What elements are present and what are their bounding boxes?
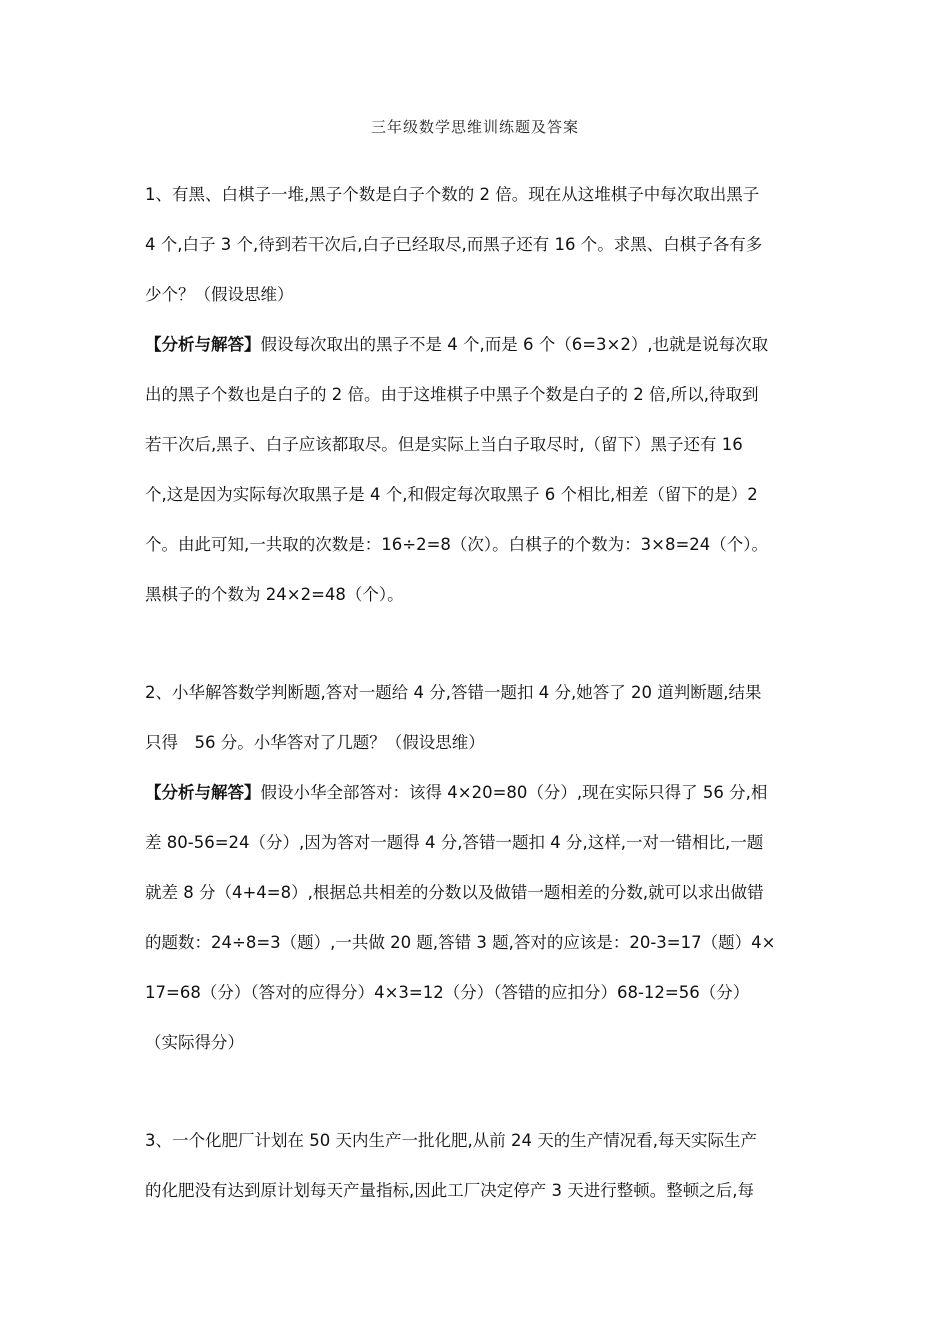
problem-1 bbox=[145, 170, 807, 620]
question-line: 1、有黑、白棋子一堆,黑子个数是白子个数的 2 倍。现在从这堆棋子中每次取出黑子 bbox=[145, 185, 760, 204]
problem-2 bbox=[145, 668, 807, 1068]
answer-line bbox=[145, 768, 807, 818]
answer-line: 若干次后,黑子、白子应该都取尽。但是实际上当白子取尽时,（留下）黑子还有 16 bbox=[145, 435, 743, 454]
answer-label: 【分析与解答】 bbox=[145, 783, 261, 802]
spacer bbox=[145, 620, 807, 668]
answer-line: 出的黑子个数也是白子的 2 倍。由于这堆棋子中黑子个数是白子的 2 倍,所以,待取到 bbox=[145, 385, 759, 404]
answer-line bbox=[145, 320, 807, 370]
spacer bbox=[145, 1068, 807, 1116]
question-line: 少个？（假设思维） bbox=[145, 285, 294, 304]
answer-label: 【分析与解答】 bbox=[145, 335, 261, 354]
answer-line: 个,这是因为实际每次取黑子是 4 个,和假定每次取黑子 6 个相比,相差（留下的是）2 bbox=[145, 485, 758, 504]
question-line: 2、小华解答数学判断题,答对一题给 4 分,答错一题扣 4 分,她答了 20 道判断题,结果 bbox=[145, 683, 762, 702]
question-line: 只得 56 分。小华答对了几题？（假设思维） bbox=[145, 733, 485, 752]
answer-line: 17=68（分）（答对的应得分）4×3=12（分）（答错的应扣分）68-12=56（分） bbox=[145, 983, 750, 1002]
answer-line: 的题数：24÷8=3（题）,一共做 20 题,答错 3 题,答对的应该是：20-3=17（题）4× bbox=[145, 933, 776, 952]
question-line: 的化肥没有达到原计划每天产量指标,因此工厂决定停产 3 天进行整顿。整顿之后,每 bbox=[145, 1181, 754, 1200]
document-body bbox=[145, 170, 807, 1216]
answer-text: 假设每次取出的黑子不是 4 个,而是 6 个（6=3×2）,也就是说每次取 bbox=[260, 335, 769, 354]
document-title: 三年级数学思维训练题及答案 bbox=[370, 118, 579, 136]
answer-line: 个。由此可知,一共取的次数是：16÷2=8（次）。白棋子的个数为：3×8=24（个）。 bbox=[145, 535, 769, 554]
answer-text: 假设小华全部答对：该得 4×20=80（分）,现在实际只得了 56 分,相 bbox=[260, 783, 768, 802]
answer-line: 黑棋子的个数为 24×2=48（个）。 bbox=[145, 585, 404, 604]
answer-line: 差 80-56=24（分）,因为答对一题得 4 分,答错一题扣 4 分,这样,一对一错相比,一题 bbox=[145, 833, 764, 852]
answer-line: （实际得分） bbox=[145, 1033, 244, 1052]
answer-line: 就差 8 分（4+4=8）,根据总共相差的分数以及做错一题相差的分数,就可以求出做错 bbox=[145, 883, 764, 902]
question-line: 4 个,白子 3 个,待到若干次后,白子已经取尽,而黑子还有 16 个。求黑、白棋子各有多 bbox=[145, 235, 763, 254]
question-line: 3、一个化肥厂计划在 50 天内生产一批化肥,从前 24 天的生产情况看,每天实际生产 bbox=[145, 1131, 757, 1150]
problem-3 bbox=[145, 1116, 807, 1216]
